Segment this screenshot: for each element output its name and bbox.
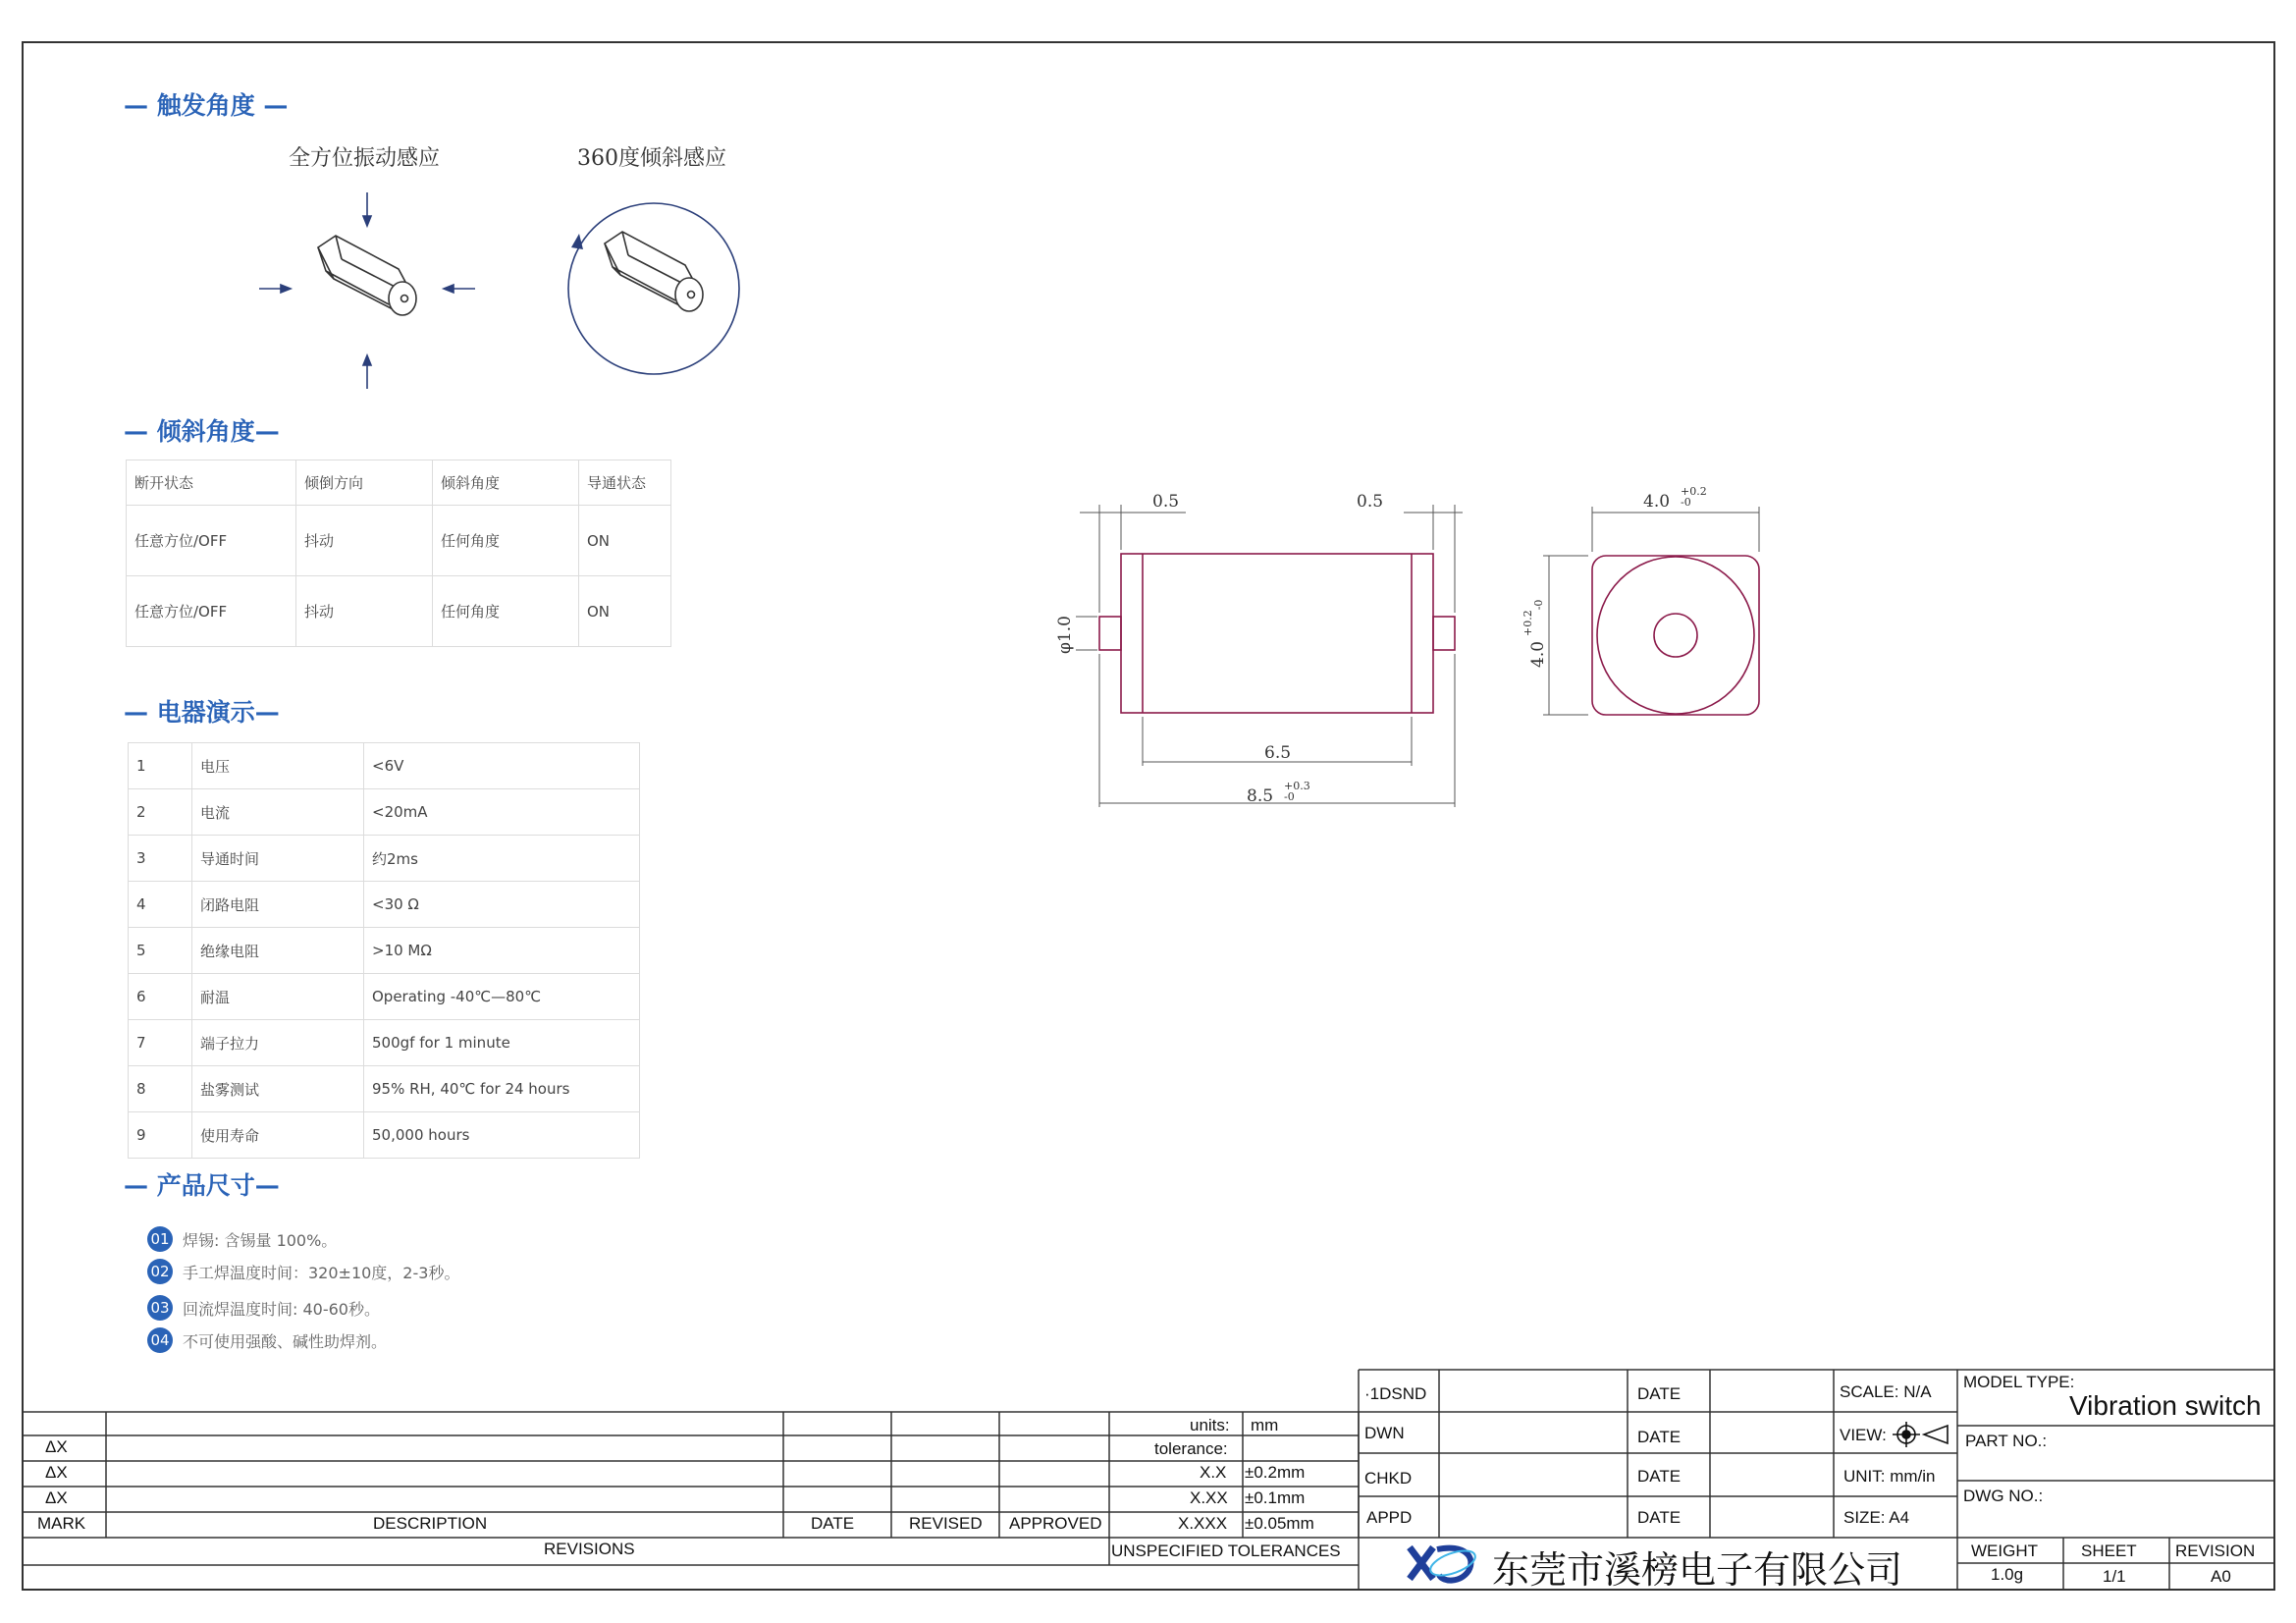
scale-text: SCALE: N/A [1840, 1382, 1932, 1401]
note-text: 回流焊温度时间: 40-60秒。 [183, 1299, 380, 1319]
tolerance-key-2: X.XX [1190, 1488, 1228, 1507]
table-cell: 任意方位/OFF [127, 576, 296, 647]
units-label: units: [1190, 1416, 1230, 1434]
table-cell: 任何角度 [433, 506, 579, 576]
spec-index: 8 [129, 1066, 192, 1112]
table-cell: 任何角度 [433, 576, 579, 647]
note-text: 焊锡: 含锡量 100%。 [183, 1230, 338, 1250]
note-number-badge: 04 [147, 1327, 173, 1353]
tilt-table-header: 倾斜角度 [433, 460, 579, 506]
revisions-footer: REVISIONS [544, 1540, 635, 1558]
spec-index: 7 [129, 1020, 192, 1066]
spec-name: 导通时间 [192, 836, 364, 882]
signoff-role-3: CHKD [1364, 1469, 1413, 1488]
spec-index: 4 [129, 882, 192, 928]
revision-approved-header: APPROVED [1009, 1514, 1102, 1533]
spec-index: 9 [129, 1112, 192, 1159]
tolerance-label: tolerance: [1154, 1439, 1228, 1458]
projection-symbol-icon [1893, 1422, 1951, 1447]
dim-total-length: 8.5 [1247, 786, 1274, 806]
revision-description-header: DESCRIPTION [373, 1514, 488, 1533]
spec-value: Operating -40℃—80℃ [364, 974, 640, 1020]
note-text: 手工焊温度时间：320±10度，2-3秒。 [183, 1263, 460, 1282]
view-label: VIEW: [1840, 1426, 1887, 1444]
dim-total-tolerance: +0.3 -0 [1284, 780, 1310, 803]
spec-value: 95% RH, 40℃ for 24 hours [364, 1066, 640, 1112]
weight-value: 1.0g [1991, 1565, 2024, 1584]
dim-body-length: 6.5 [1264, 743, 1292, 763]
tilt-table-header: 导通状态 [579, 460, 671, 506]
section-title-tilt-angle: — 倾斜角度— [124, 417, 280, 446]
spec-name: 电压 [192, 743, 364, 789]
spec-value: <6V [364, 743, 640, 789]
signoff-date-3: DATE [1637, 1467, 1682, 1486]
tolerance-value-2: ±0.1mm [1245, 1488, 1306, 1507]
company-name: 东莞市溪榜电子有限公司 [1492, 1548, 1903, 1592]
spec-name: 盐雾测试 [192, 1066, 364, 1112]
model-type-label: MODEL TYPE: [1963, 1373, 2075, 1391]
units-value: mm [1251, 1416, 1279, 1434]
signoff-role-4: APPD [1366, 1508, 1413, 1527]
revision-date-header: DATE [811, 1514, 855, 1533]
signoff-date-2: DATE [1637, 1428, 1682, 1446]
note-number-badge: 03 [147, 1295, 173, 1321]
revision-revised-header: REVISED [909, 1514, 983, 1533]
spec-value: >10 MΩ [364, 928, 640, 974]
spec-index: 2 [129, 789, 192, 836]
tolerance-key-3: X.XXX [1178, 1514, 1228, 1533]
unspecified-tolerances-footer: UNSPECIFIED TOLERANCES [1111, 1542, 1341, 1560]
signoff-date-4: DATE [1637, 1508, 1682, 1527]
spec-name: 使用寿命 [192, 1112, 364, 1159]
revision-label: REVISION [2175, 1542, 2256, 1560]
dwg-no-label: DWG NO.: [1963, 1487, 2044, 1505]
note-number-badge: 01 [147, 1226, 173, 1252]
caption-360-tilt: 360度倾斜感应 [577, 146, 726, 171]
revision-delta-2: ΔX [45, 1463, 68, 1482]
tolerance-value-1: ±0.2mm [1245, 1463, 1306, 1482]
spec-index: 3 [129, 836, 192, 882]
spec-name: 绝缘电阻 [192, 928, 364, 974]
spec-value: <20mA [364, 789, 640, 836]
dim-lead-left: 0.5 [1152, 492, 1180, 512]
spec-index: 5 [129, 928, 192, 974]
revision-delta-1: ΔX [45, 1437, 68, 1456]
sheet-value: 1/1 [2103, 1567, 2126, 1586]
tilt-table-header: 倾倒方向 [296, 460, 433, 506]
dim-end-height: 4.0 [1528, 640, 1548, 668]
caption-omni-vibration: 全方位振动感应 [289, 146, 441, 171]
dim-end-width-tolerance: +0.2 -0 [1681, 485, 1707, 509]
spec-name: 端子拉力 [192, 1020, 364, 1066]
unit-text: UNIT: mm/in [1843, 1467, 1936, 1486]
revision-delta-3: ΔX [45, 1488, 68, 1507]
note-text: 不可使用强酸、碱性助焊剂。 [183, 1331, 388, 1351]
section-title-trigger-angle: — 触发角度 — [124, 91, 289, 120]
spec-value: <30 Ω [364, 882, 640, 928]
signoff-date-1: DATE [1637, 1384, 1682, 1403]
weight-label: WEIGHT [1971, 1542, 2038, 1560]
table-cell: ON [579, 506, 671, 576]
table-cell: 抖动 [296, 576, 433, 647]
dim-end-width: 4.0 [1643, 492, 1671, 512]
tilt-table-header: 断开状态 [127, 460, 296, 506]
dim-end-height-tolerance: +0.2-0 [1522, 599, 1545, 636]
spec-value: 约2ms [364, 836, 640, 882]
size-text: SIZE: A4 [1843, 1508, 1910, 1527]
dim-lead-diameter: φ1.0 [1055, 616, 1075, 654]
spec-name: 耐温 [192, 974, 364, 1020]
spec-index: 6 [129, 974, 192, 1020]
spec-index: 1 [129, 743, 192, 789]
spec-name: 闭路电阻 [192, 882, 364, 928]
note-number-badge: 02 [147, 1259, 173, 1284]
tolerance-key-1: X.X [1200, 1463, 1227, 1482]
table-cell: 抖动 [296, 506, 433, 576]
spec-value: 50,000 hours [364, 1112, 640, 1159]
model-type-value: Vibration switch [2069, 1390, 2262, 1421]
revision-mark-header: MARK [37, 1514, 86, 1533]
part-no-label: PART NO.: [1965, 1432, 2048, 1450]
signoff-role-2: DWN [1364, 1424, 1405, 1442]
company-logo-icon [1404, 1542, 1478, 1585]
section-title-electrical: — 电器演示— [124, 698, 280, 727]
spec-name: 电流 [192, 789, 364, 836]
revision-value: A0 [2211, 1567, 2231, 1586]
sheet-label: SHEET [2081, 1542, 2137, 1560]
spec-value: 500gf for 1 minute [364, 1020, 640, 1066]
table-cell: ON [579, 576, 671, 647]
tolerance-value-3: ±0.05mm [1245, 1514, 1314, 1533]
signoff-role-1: ·1DSND [1364, 1384, 1427, 1403]
dim-lead-right: 0.5 [1357, 492, 1384, 512]
section-title-product-size: — 产品尺寸— [124, 1171, 280, 1200]
table-cell: 任意方位/OFF [127, 506, 296, 576]
